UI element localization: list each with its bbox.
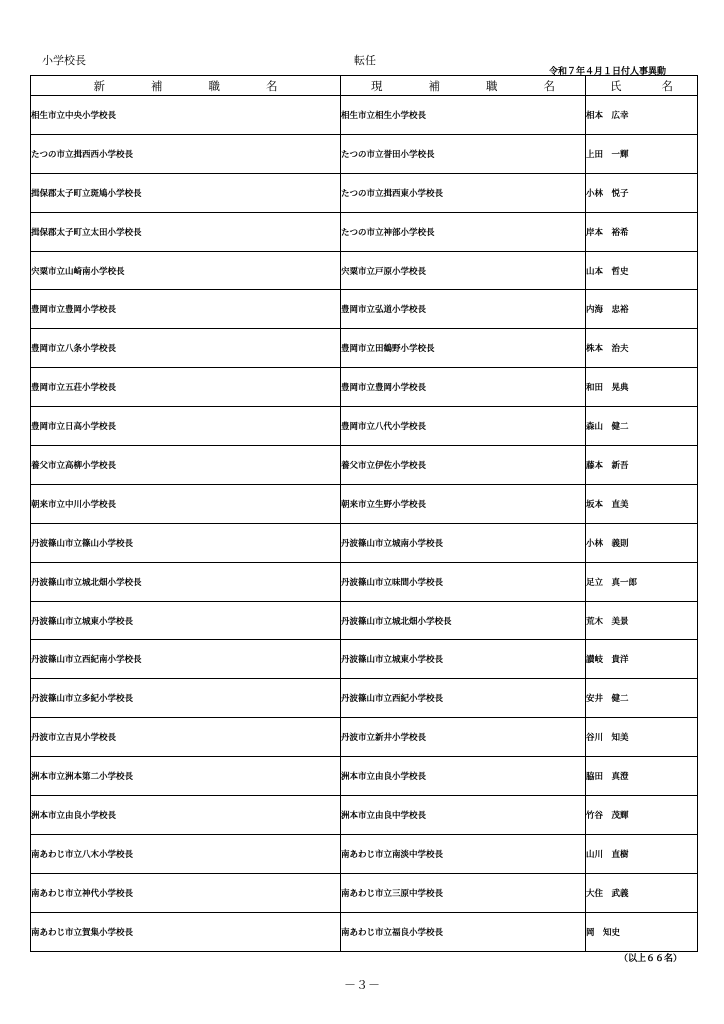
current-position-cell: 丹波篠山市立城東小学校長	[341, 640, 586, 679]
name-cell: 荒木 美景	[586, 601, 698, 640]
table-row	[31, 873, 698, 912]
name-cell: 安井 健二	[586, 679, 698, 718]
table-row	[31, 757, 698, 796]
current-position-cell: 南あわじ市立三原中学校長	[341, 873, 586, 912]
name-cell: 相本 広幸	[586, 96, 698, 135]
current-position-cell: 丹波篠山市立城南小学校長	[341, 523, 586, 562]
name-cell: 和田 晃典	[586, 368, 698, 407]
name-cell: 森山 健二	[586, 407, 698, 446]
new-position-cell: 養父市立高柳小学校長	[31, 446, 341, 485]
name-cell: 讃岐 貴洋	[586, 640, 698, 679]
effective-date: 令和７年４月１日付人事異動	[548, 67, 666, 77]
table-row	[31, 134, 698, 173]
new-position-cell: 丹波篠山市立多紀小学校長	[31, 679, 341, 718]
new-position-cell: たつの市立揖西西小学校長	[31, 134, 341, 173]
current-position-cell: 丹波篠山市立味間小学校長	[341, 562, 586, 601]
current-position-cell: 豊岡市立八代小学校長	[341, 407, 586, 446]
name-cell: 大住 武義	[586, 873, 698, 912]
current-position-cell: 南あわじ市立南淡中学校長	[341, 834, 586, 873]
current-position-cell: たつの市立揖西東小学校長	[341, 173, 586, 212]
current-position-cell: 南あわじ市立福良小学校長	[341, 912, 586, 951]
current-position-cell: 豊岡市立田鶴野小学校長	[341, 329, 586, 368]
current-position-cell: 豊岡市立豊岡小学校長	[341, 368, 586, 407]
personnel-table	[30, 75, 713, 952]
table-row	[31, 251, 698, 290]
name-cell: 谷川 知美	[586, 718, 698, 757]
table-row	[31, 212, 698, 251]
table-row	[31, 523, 698, 562]
name-cell: 岡 知史	[586, 912, 698, 951]
new-position-cell: 揖保郡太子町立太田小学校長	[31, 212, 341, 251]
page-number: －３－	[343, 978, 380, 992]
name-cell: 山川 直樹	[586, 834, 698, 873]
new-position-cell: 丹波篠山市立城北畑小学校長	[31, 562, 341, 601]
name-cell: 上田 一輝	[586, 134, 698, 173]
new-position-cell: 豊岡市立五荘小学校長	[31, 368, 341, 407]
table-row	[31, 912, 698, 951]
column-header-new-position: 新補職名	[31, 76, 341, 96]
new-position-cell: 宍粟市立山崎南小学校長	[31, 251, 341, 290]
table-row	[31, 290, 698, 329]
new-position-cell: 豊岡市立豊岡小学校長	[31, 290, 341, 329]
name-cell: 山本 哲史	[586, 251, 698, 290]
table-row	[31, 329, 698, 368]
current-position-cell: たつの市立誉田小学校長	[341, 134, 586, 173]
current-position-cell: 相生市立相生小学校長	[341, 96, 586, 135]
name-cell: 竹谷 茂輝	[586, 796, 698, 835]
current-position-cell: 丹波篠山市立城北畑小学校長	[341, 601, 586, 640]
table-header-row	[31, 76, 698, 96]
new-position-cell: 豊岡市立八条小学校長	[31, 329, 341, 368]
total-count-note: （以上６６名）	[618, 954, 682, 964]
new-position-cell: 丹波篠山市立篠山小学校長	[31, 523, 341, 562]
table-row	[31, 640, 698, 679]
new-position-cell: 相生市立中央小学校長	[31, 96, 341, 135]
current-position-cell: 丹波市立新井小学校長	[341, 718, 586, 757]
new-position-cell: 南あわじ市立賀集小学校長	[31, 912, 341, 951]
table-row	[31, 407, 698, 446]
new-position-cell: 南あわじ市立八木小学校長	[31, 834, 341, 873]
table-row	[31, 679, 698, 718]
current-position-cell: 丹波篠山市立西紀小学校長	[341, 679, 586, 718]
table-row	[31, 368, 698, 407]
name-cell: 株本 治夫	[586, 329, 698, 368]
table-row	[31, 96, 698, 135]
table-row	[31, 796, 698, 835]
current-position-cell: 養父市立伊佐小学校長	[341, 446, 586, 485]
new-position-cell: 揖保郡太子町立斑鳩小学校長	[31, 173, 341, 212]
name-cell: 小林 義則	[586, 523, 698, 562]
table-row	[31, 484, 698, 523]
name-cell: 坂本 直美	[586, 484, 698, 523]
current-position-cell: 宍粟市立戸原小学校長	[341, 251, 586, 290]
transfer-type: 転任	[354, 54, 376, 67]
column-header-name: 氏名	[586, 76, 698, 96]
new-position-cell: 丹波市立吉見小学校長	[31, 718, 341, 757]
table-row	[31, 834, 698, 873]
name-cell: 岸本 裕希	[586, 212, 698, 251]
table-row	[31, 562, 698, 601]
table-row	[31, 718, 698, 757]
table-row	[31, 173, 698, 212]
name-cell: 小林 悦子	[586, 173, 698, 212]
column-header-current-position: 現補職名	[341, 76, 586, 96]
table-row	[31, 446, 698, 485]
new-position-cell: 洲本市立由良小学校長	[31, 796, 341, 835]
new-position-cell: 丹波篠山市立城東小学校長	[31, 601, 341, 640]
new-position-cell: 朝来市立中川小学校長	[31, 484, 341, 523]
new-position-cell: 豊岡市立日高小学校長	[31, 407, 341, 446]
current-position-cell: 洲本市立由良小学校長	[341, 757, 586, 796]
new-position-cell: 洲本市立洲本第二小学校長	[31, 757, 341, 796]
name-cell: 藤本 新吾	[586, 446, 698, 485]
current-position-cell: 豊岡市立弘道小学校長	[341, 290, 586, 329]
new-position-cell: 南あわじ市立神代小学校長	[31, 873, 341, 912]
current-position-cell: 洲本市立由良中学校長	[341, 796, 586, 835]
name-cell: 脇田 真澄	[586, 757, 698, 796]
document-category: 小学校長	[42, 54, 86, 67]
name-cell: 内海 忠裕	[586, 290, 698, 329]
table-row	[31, 601, 698, 640]
name-cell: 足立 真一郎	[586, 562, 698, 601]
new-position-cell: 丹波篠山市立西紀南小学校長	[31, 640, 341, 679]
current-position-cell: 朝来市立生野小学校長	[341, 484, 586, 523]
table-body	[31, 96, 698, 952]
current-position-cell: たつの市立神部小学校長	[341, 212, 586, 251]
